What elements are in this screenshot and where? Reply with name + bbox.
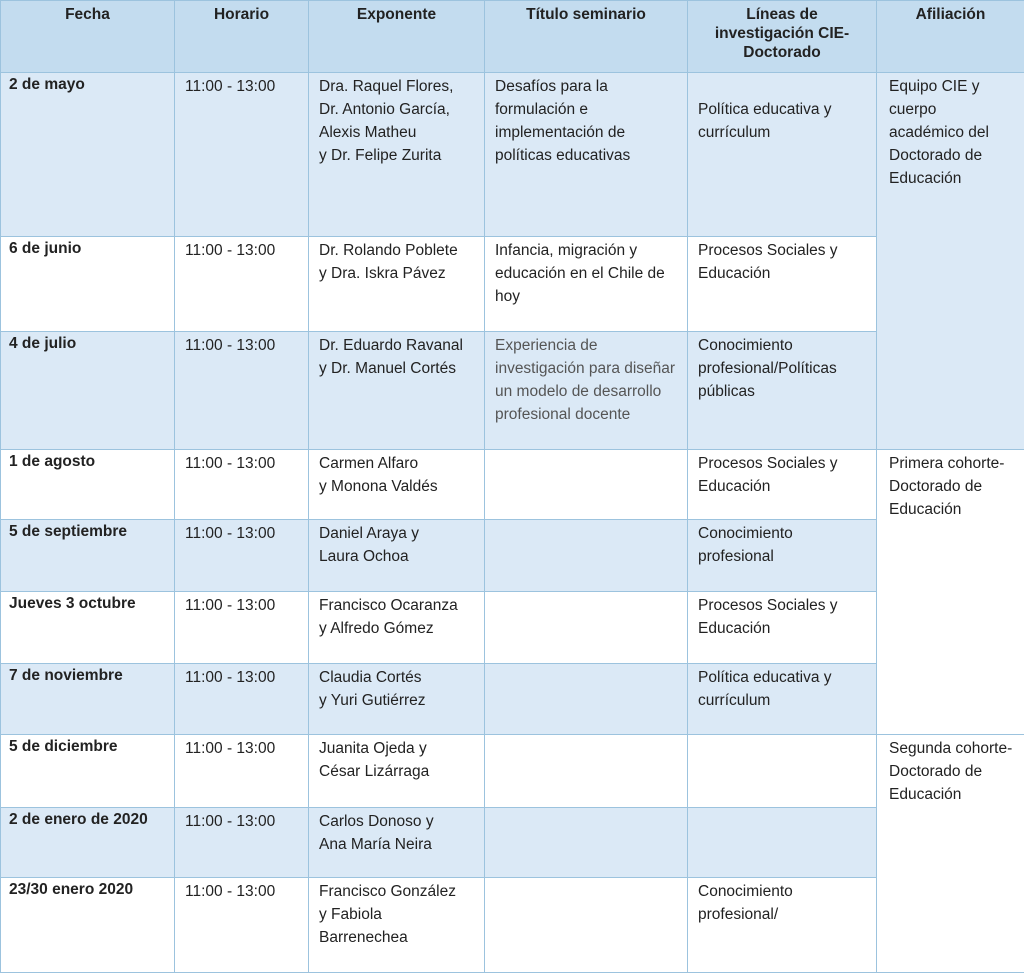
cell-exponente: Dra. Raquel Flores, Dr. Antonio García, Alexis Matheu y Dr. Felipe Zurita — [309, 73, 485, 237]
cell-fecha: Jueves 3 octubre — [1, 592, 175, 664]
table-row — [1, 878, 1024, 973]
table-row — [1, 664, 1024, 735]
table-row — [1, 73, 1024, 237]
header-lineas: Líneas de investigación CIE-Doctorado — [688, 1, 877, 73]
cell-titulo — [485, 878, 688, 973]
table-row — [1, 592, 1024, 664]
cell-fecha: 7 de noviembre — [1, 664, 175, 735]
table-row — [1, 735, 1024, 808]
cell-fecha: 23/30 enero 2020 — [1, 878, 175, 973]
cell-exponente: Francisco Ocaranza y Alfredo Gómez — [309, 592, 485, 664]
cell-afiliacion: Primera cohorte-Doctorado de Educación — [877, 450, 1024, 735]
cell-lineas: Conocimiento profesional/Políticas públicas — [688, 332, 877, 450]
cell-horario: 11:00 - 13:00 — [175, 592, 309, 664]
cell-exponente: Carlos Donoso y Ana María Neira — [309, 808, 485, 878]
cell-lineas — [688, 735, 877, 808]
cell-horario: 11:00 - 13:00 — [175, 664, 309, 735]
cell-lineas: Conocimiento profesional — [688, 520, 877, 592]
cell-exponente: Dr. Rolando Poblete y Dra. Iskra Pávez — [309, 237, 485, 332]
table-row — [1, 450, 1024, 520]
cell-lineas: Procesos Sociales y Educación — [688, 592, 877, 664]
cell-lineas: Conocimiento profesional/ — [688, 878, 877, 973]
cell-horario: 11:00 - 13:00 — [175, 520, 309, 592]
cell-exponente: Dr. Eduardo Ravanal y Dr. Manuel Cortés — [309, 332, 485, 450]
cell-afiliacion: Segunda cohorte-Doctorado de Educación — [877, 735, 1024, 973]
header-fecha: Fecha — [1, 1, 175, 73]
cell-titulo — [485, 735, 688, 808]
cell-fecha: 6 de junio — [1, 237, 175, 332]
cell-horario: 11:00 - 13:00 — [175, 237, 309, 332]
cell-horario: 11:00 - 13:00 — [175, 332, 309, 450]
cell-horario: 11:00 - 13:00 — [175, 450, 309, 520]
cell-titulo — [485, 664, 688, 735]
cell-fecha: 1 de agosto — [1, 450, 175, 520]
cell-afiliacion: Equipo CIE y cuerpo académico del Doctorado de Educación — [877, 73, 1024, 450]
cell-fecha: 2 de enero de 2020 — [1, 808, 175, 878]
table-row — [1, 332, 1024, 450]
cell-horario: 11:00 - 13:00 — [175, 808, 309, 878]
cell-lineas: Procesos Sociales y Educación — [688, 450, 877, 520]
header-horario: Horario — [175, 1, 309, 73]
cell-lineas — [688, 808, 877, 878]
header-row — [1, 1, 1024, 73]
cell-fecha: 4 de julio — [1, 332, 175, 450]
cell-fecha: 2 de mayo — [1, 73, 175, 237]
cell-exponente: Daniel Araya y Laura Ochoa — [309, 520, 485, 592]
cell-exponente: Carmen Alfaro y Monona Valdés — [309, 450, 485, 520]
cell-exponente: Juanita Ojeda y César Lizárraga — [309, 735, 485, 808]
cell-titulo — [485, 592, 688, 664]
cell-exponente: Francisco González y Fabiola Barrenechea — [309, 878, 485, 973]
cell-titulo: Experiencia de investigación para diseñar un modelo de desarrollo profesional docente — [485, 332, 688, 450]
cell-titulo — [485, 808, 688, 878]
table-row — [1, 808, 1024, 878]
cell-horario: 11:00 - 13:00 — [175, 878, 309, 973]
cell-horario: 11:00 - 13:00 — [175, 73, 309, 237]
header-afiliacion: Afiliación — [877, 1, 1024, 73]
cell-exponente: Claudia Cortés y Yuri Gutiérrez — [309, 664, 485, 735]
cell-titulo: Desafíos para la formulación e implementación de políticas educativas — [485, 73, 688, 237]
cell-lineas: Política educativa y currículum — [688, 73, 877, 237]
cell-titulo — [485, 450, 688, 520]
cell-fecha: 5 de diciembre — [1, 735, 175, 808]
cell-titulo — [485, 520, 688, 592]
cell-fecha: 5 de septiembre — [1, 520, 175, 592]
table-row — [1, 520, 1024, 592]
header-exponente: Exponente — [309, 1, 485, 73]
header-titulo: Título seminario — [485, 1, 688, 73]
cell-lineas: Política educativa y currículum — [688, 664, 877, 735]
table-row — [1, 237, 1024, 332]
cell-titulo: Infancia, migración y educación en el Chile de hoy — [485, 237, 688, 332]
cell-lineas: Procesos Sociales y Educación — [688, 237, 877, 332]
cell-horario: 11:00 - 13:00 — [175, 735, 309, 808]
